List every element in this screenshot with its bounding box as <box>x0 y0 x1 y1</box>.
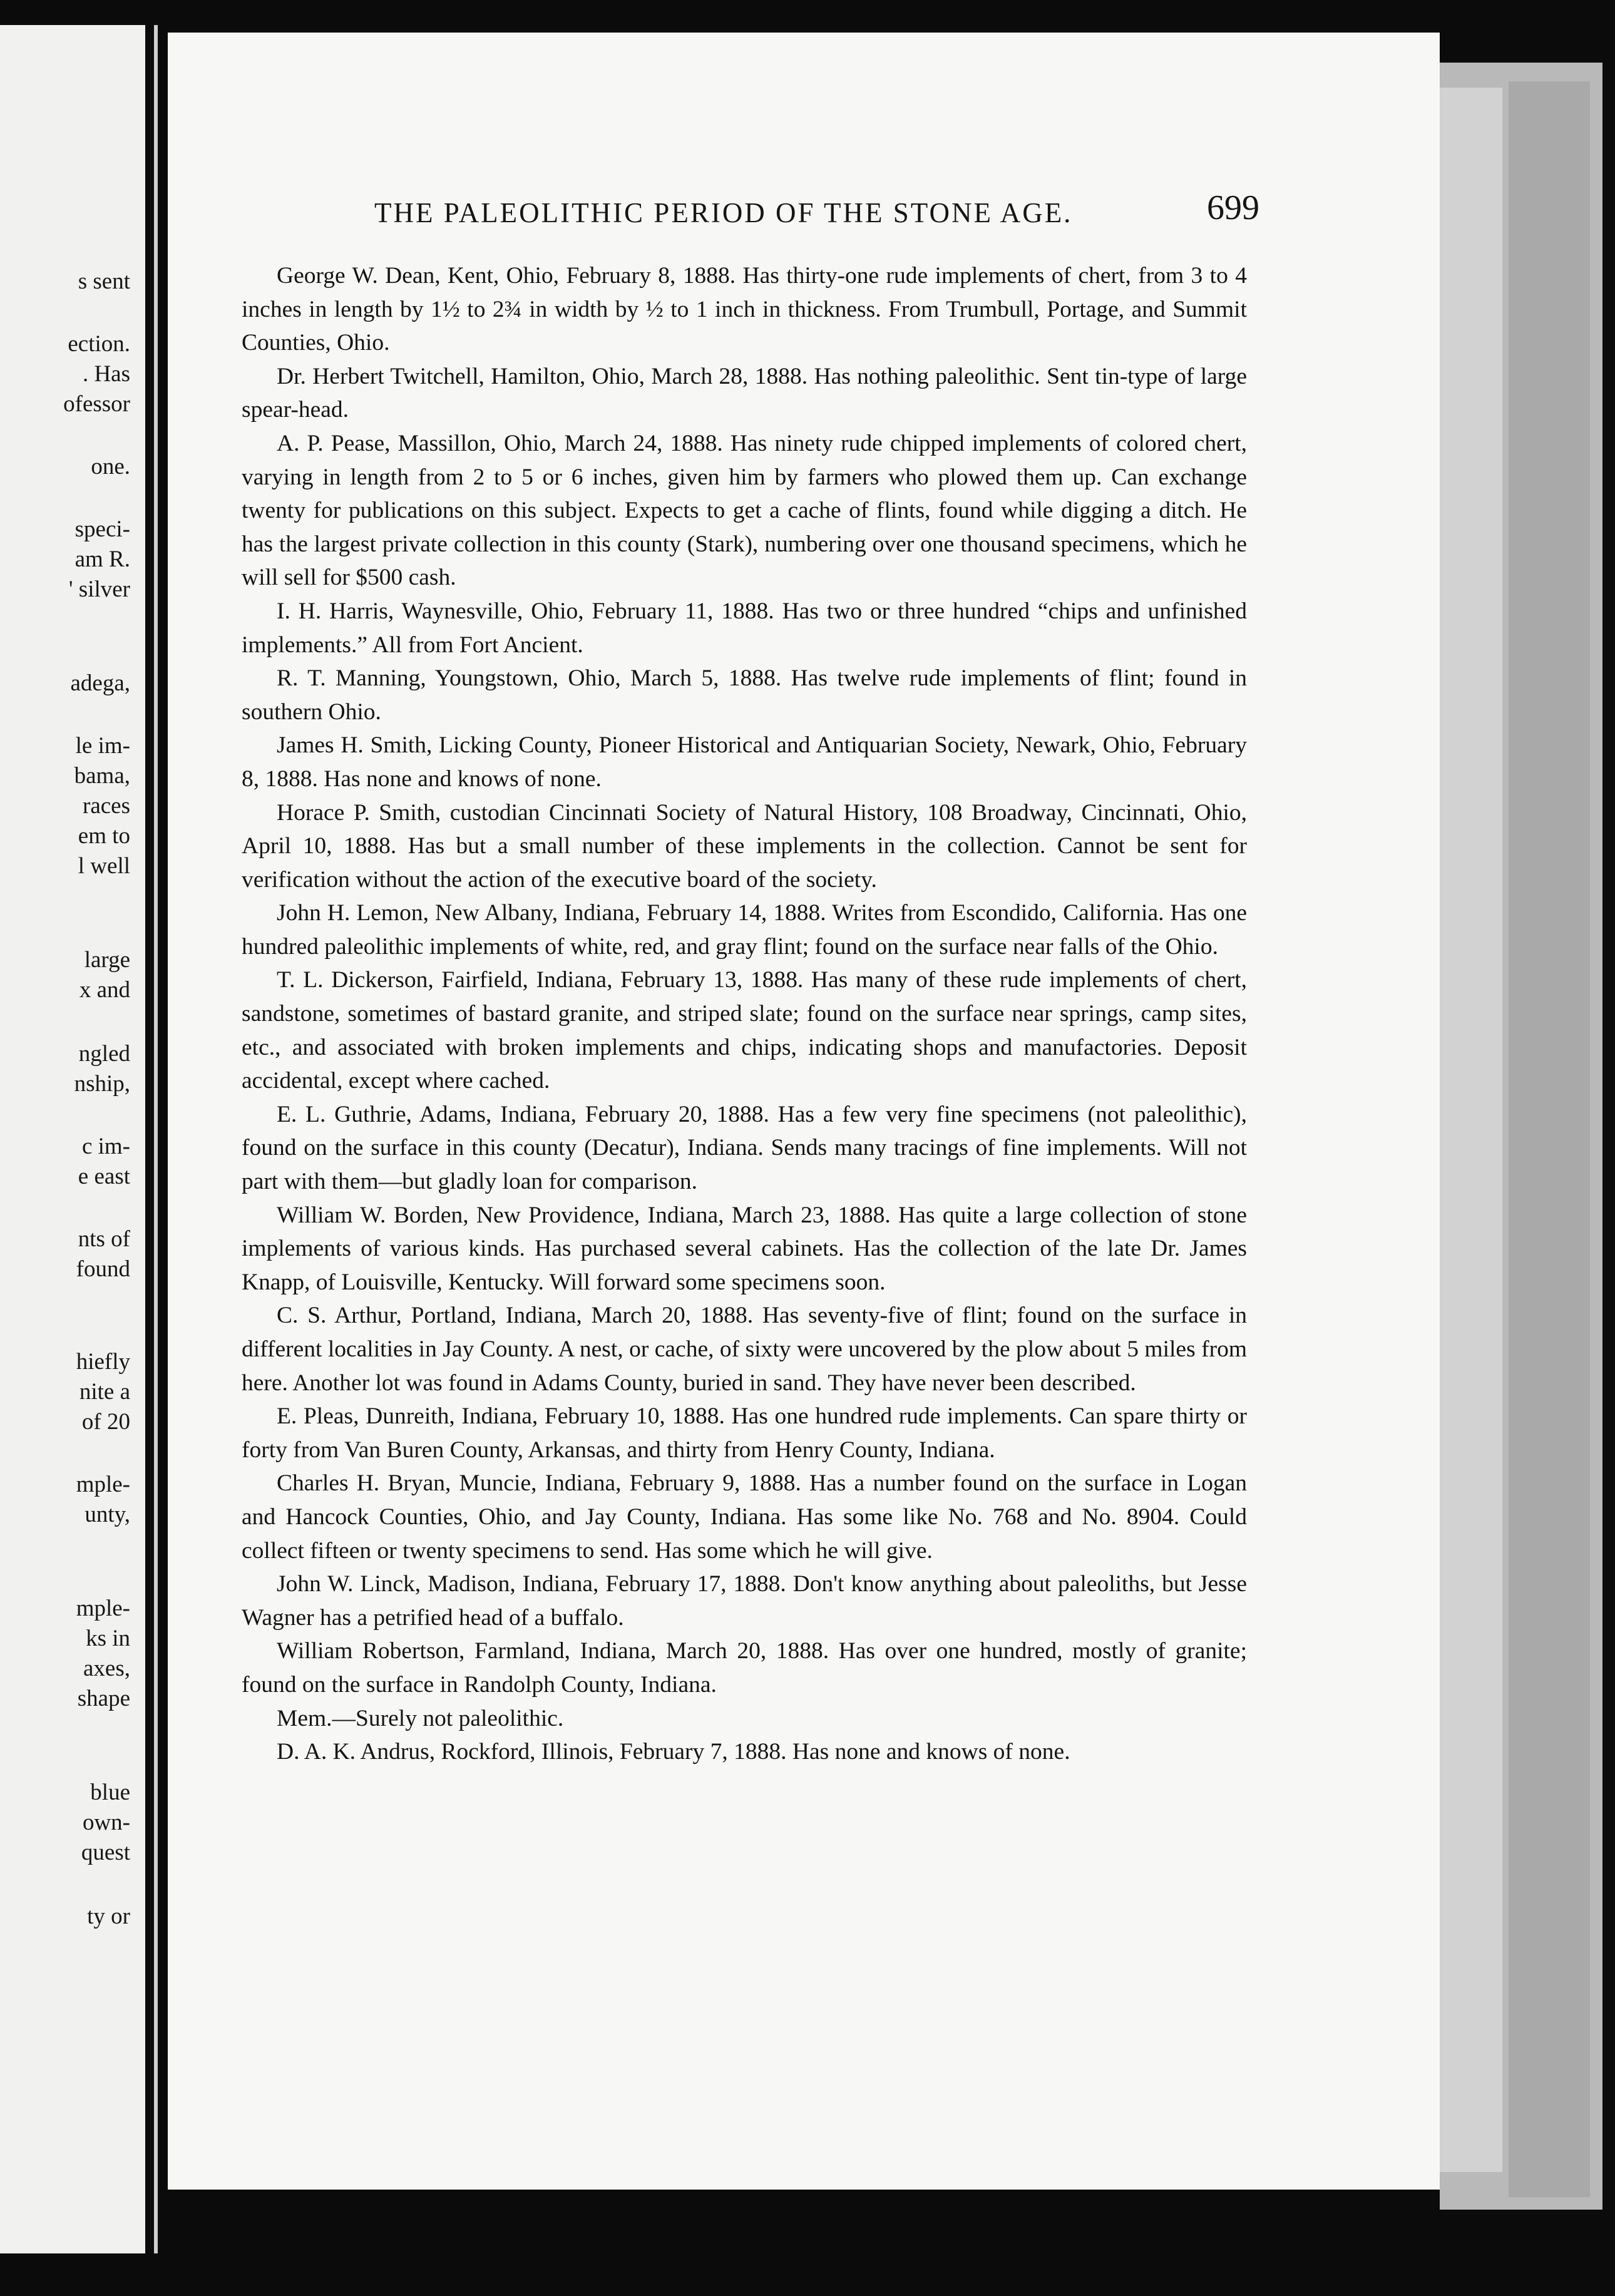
margin-fragment: s sent <box>78 269 130 294</box>
margin-fragment: e east <box>78 1164 130 1189</box>
margin-fragment: bama, <box>74 763 130 789</box>
page-body <box>242 259 1247 1769</box>
margin-fragment: ' silver <box>68 577 130 602</box>
entry-robertson: William Robertson, Farmland, Indiana, March 20, 1888. Has over one hundred, mostly of granite; found on the surface in Randolph County, Indiana. <box>242 1638 1247 1698</box>
margin-fragment: le im- <box>75 733 130 759</box>
margin-fragment: one. <box>91 454 130 479</box>
margin-fragment: mple- <box>76 1472 130 1497</box>
margin-fragment: c im- <box>81 1134 130 1159</box>
entry-guthrie: E. L. Guthrie, Adams, Indiana, February 20, 1888. Has a few very fine specimens (not paleolithic), found on the surface in this county (Decatur), Indiana. Sends many tracings of fine implements. Will not part with them—but gladly loan for comparison. <box>242 1101 1247 1195</box>
running-title: THE PALEOLITHIC PERIOD OF THE STONE AGE. <box>374 197 1073 228</box>
margin-fragment: axes, <box>83 1656 130 1681</box>
entry-bryan: Charles H. Bryan, Muncie, Indiana, February 9, 1888. Has a number found on the surface in Logan and Hancock Counties, Ohio, and Jay County, Indiana. Has some like No. 768 and No. 8904. Could collect fifteen or twenty specimens to send. Has some which he will give. <box>242 1470 1247 1564</box>
margin-fragment: ection. <box>68 331 130 357</box>
memorandum-note: Mem.—Surely not paleolithic. <box>277 1705 564 1731</box>
margin-fragment: shape <box>77 1686 130 1711</box>
entry-dean: George W. Dean, Kent, Ohio, February 8, 1888. Has thirty-one rude implements of chert, from 3 to 4 inches in length by 1½ to 2¾ in width by ½ to 1 inch in thickness. From Trumbull, Portage, and Summit Counties, Ohio. <box>242 263 1247 356</box>
margin-fragment: large <box>84 947 130 973</box>
previous-page-edge <box>0 25 145 2253</box>
margin-fragment: own- <box>82 1810 130 1835</box>
margin-fragment: nts of <box>78 1226 130 1252</box>
margin-fragment: unty, <box>85 1502 130 1527</box>
margin-fragment: hiefly <box>76 1349 130 1375</box>
page-stack-shadow <box>1509 81 1590 2197</box>
margin-fragment: em to <box>78 823 130 849</box>
margin-fragment: mple- <box>76 1596 130 1621</box>
entry-andrus: D. A. K. Andrus, Rockford, Illinois, February 7, 1888. Has none and knows of none. <box>277 1739 1070 1765</box>
margin-fragment: nship, <box>74 1071 130 1097</box>
margin-fragment: ngled <box>78 1041 130 1067</box>
margin-fragment: races <box>83 793 130 819</box>
margin-fragment: ty or <box>87 1904 130 1929</box>
margin-fragment: am R. <box>74 546 130 572</box>
entry-linck: John W. Linck, Madison, Indiana, February 17, 1888. Don't know anything about paleoliths, but Jesse Wagner has a petrified head of a buffalo. <box>242 1571 1247 1631</box>
margin-fragment: l well <box>78 853 130 879</box>
margin-fragment: nite a <box>79 1379 130 1405</box>
entry-dickerson: T. L. Dickerson, Fairfield, Indiana, February 13, 1888. Has many of these rude implements of chert, sandstone, sometimes of bastard granite, and striped slate; found on the surface near springs, camp sites, etc., and associated with broken implements and chips, indicating shops and manufactories. Deposit accidental, except where cached. <box>242 967 1247 1094</box>
margin-fragment: ks in <box>86 1626 130 1651</box>
book-page <box>168 33 1440 2190</box>
entry-manning: R. T. Manning, Youngstown, Ohio, March 5, 1888. Has twelve rude implements of flint; found in southern Ohio. <box>242 665 1247 725</box>
margin-fragment: found <box>76 1256 130 1282</box>
margin-fragment: of 20 <box>81 1409 130 1435</box>
margin-fragment: speci- <box>74 516 130 542</box>
margin-fragment: adega, <box>70 670 130 696</box>
entry-pleas: E. Pleas, Dunreith, Indiana, February 10, 1888. Has one hundred rude implements. Can spare thirty or forty from Van Buren County, Arkansas, and thirty from Henry County, Indiana. <box>242 1403 1247 1463</box>
margin-fragment: ofessor <box>63 391 130 417</box>
entry-lemon: John H. Lemon, New Albany, Indiana, February 14, 1888. Writes from Escondido, California. Has one hundred paleolithic implements of white, red, and gray flint; found on the surface near falls of the Ohio. <box>242 900 1247 960</box>
entry-pease: A. P. Pease, Massillon, Ohio, March 24, 1888. Has ninety rude chipped implements of colored chert, varying in length from 2 to 5 or 6 inches, given him by farmers who plowed them up. Can exchange twenty for publications on this subject. Expects to get a cache of flints, found while digging a ditch. He has the largest private collection in this county (Stark), numbering over one thousand specimens, which he will sell for $500 cash. <box>242 430 1247 591</box>
margin-fragment: blue <box>90 1780 130 1805</box>
entry-james-smith: James H. Smith, Licking County, Pioneer Historical and Antiquarian Society, Newark, Ohio, February 8, 1888. Has none and knows of none. <box>242 732 1247 792</box>
margin-fragment: . Has <box>82 361 130 387</box>
entry-borden: William W. Borden, New Providence, Indiana, March 23, 1888. Has quite a large collection of stone implements of various kinds. Has purchased several cabinets. Has the collection of the late Dr. James Knapp, of Louisville, Kentucky. Will forward some specimens soon. <box>242 1202 1247 1295</box>
entry-twitchell: Dr. Herbert Twitchell, Hamilton, Ohio, March 28, 1888. Has nothing paleolithic. Sent tin-type of large spear-head. <box>242 363 1247 423</box>
page-stack-inner-edge <box>1440 88 1502 2172</box>
entry-harris: I. H. Harris, Waynesville, Ohio, February 11, 1888. Has two or three hundred “chips and unfinished implements.” All from Fort Ancient. <box>242 598 1247 658</box>
entry-arthur: C. S. Arthur, Portland, Indiana, March 20, 1888. Has seventy-five of flint; found on the surface in different localities in Jay County. A nest, or cache, of sixty were uncovered by the plow about 5 miles from here. Another lot was found in Adams County, buried in sand. They have never been described. <box>242 1303 1247 1396</box>
margin-fragment: x and <box>79 977 130 1003</box>
margin-fragment: quest <box>81 1840 130 1865</box>
entry-horace-smith: Horace P. Smith, custodian Cincinnati Society of Natural History, 108 Broadway, Cincinnati, Ohio, April 10, 1888. Has but a small number of these implements in the collection. Cannot be sent for verification without the action of the executive board of the society. <box>242 799 1247 893</box>
page-number: 699 <box>1207 188 1259 227</box>
page-gutter <box>154 25 158 2253</box>
